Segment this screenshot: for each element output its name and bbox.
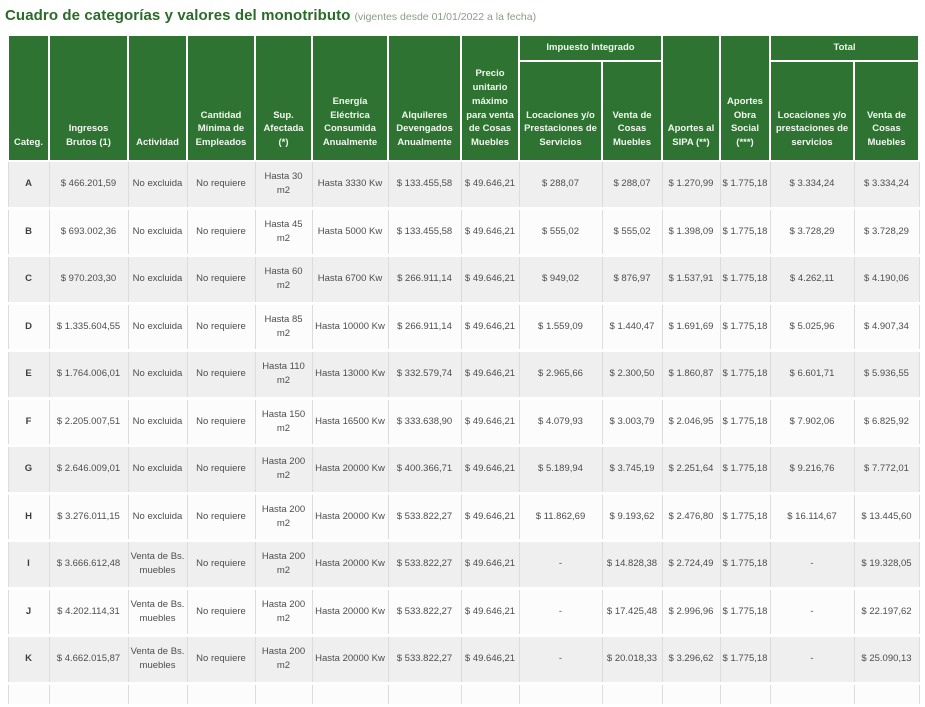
header-aportes-obra-social: Aportes Obra Social (***)	[720, 35, 770, 161]
category-cell: H	[8, 493, 49, 541]
value-cell: -	[519, 636, 602, 684]
value-cell	[49, 683, 128, 705]
value-cell: $ 1.775,18	[720, 256, 770, 304]
value-cell: $ 1.691,69	[662, 303, 720, 351]
value-cell: $ 533.822,27	[388, 493, 461, 541]
value-cell: No requiere	[187, 303, 255, 351]
value-cell: No requiere	[187, 256, 255, 304]
value-cell: Hasta 150 m2	[255, 398, 312, 446]
value-cell: $ 3.276.011,15	[49, 493, 128, 541]
header-ingresos-brutos: Ingresos Brutos (1)	[49, 35, 128, 161]
value-cell: $ 4.202.114,31	[49, 588, 128, 636]
value-cell: $ 49.646,21	[461, 588, 519, 636]
category-cell: A	[8, 161, 49, 208]
value-cell: $ 49.646,21	[461, 303, 519, 351]
value-cell: Hasta 200 m2	[255, 493, 312, 541]
value-cell: $ 3.003,79	[602, 398, 662, 446]
value-cell: $ 2.965,66	[519, 351, 602, 399]
value-cell: $ 2.476,80	[662, 493, 720, 541]
value-cell	[128, 683, 187, 705]
category-cell: B	[8, 208, 49, 256]
value-cell: Hasta 60 m2	[255, 256, 312, 304]
value-cell: No excluida	[128, 256, 187, 304]
value-cell: $ 3.728,29	[854, 208, 919, 256]
value-cell: $ 1.775,18	[720, 161, 770, 208]
table-row	[8, 303, 919, 351]
value-cell: $ 2.300,50	[602, 351, 662, 399]
value-cell: $ 970.203,30	[49, 256, 128, 304]
value-cell: $ 266.911,14	[388, 256, 461, 304]
value-cell: No requiere	[187, 588, 255, 636]
value-cell: Hasta 10000 Kw	[312, 303, 388, 351]
value-cell: $ 49.646,21	[461, 541, 519, 589]
value-cell: $ 3.745,19	[602, 446, 662, 494]
value-cell: $ 1.335.604,55	[49, 303, 128, 351]
value-cell: $ 949,02	[519, 256, 602, 304]
value-cell: $ 693.002,36	[49, 208, 128, 256]
value-cell: No requiere	[187, 446, 255, 494]
value-cell	[8, 683, 49, 705]
value-cell: Hasta 20000 Kw	[312, 541, 388, 589]
category-cell: K	[8, 636, 49, 684]
value-cell: $ 5.936,55	[854, 351, 919, 399]
value-cell: $ 533.822,27	[388, 588, 461, 636]
value-cell: $ 49.646,21	[461, 351, 519, 399]
value-cell: $ 49.646,21	[461, 208, 519, 256]
value-cell: Hasta 200 m2	[255, 541, 312, 589]
table-row	[8, 208, 919, 256]
category-cell: C	[8, 256, 49, 304]
value-cell: $ 9.193,62	[602, 493, 662, 541]
value-cell: $ 3.666.612,48	[49, 541, 128, 589]
value-cell: $ 13.445,60	[854, 493, 919, 541]
table-row	[8, 493, 919, 541]
header-energia-electrica: Energía Eléctrica Consumida Anualmente	[312, 35, 388, 161]
value-cell: -	[770, 636, 854, 684]
value-cell: $ 1.537,91	[662, 256, 720, 304]
value-cell: $ 7.772,01	[854, 446, 919, 494]
value-cell: $ 876,97	[602, 256, 662, 304]
value-cell: $ 4.907,34	[854, 303, 919, 351]
header-superficie-afectada: Sup. Afectada (*)	[255, 35, 312, 161]
value-cell: No excluida	[128, 351, 187, 399]
category-cell: J	[8, 588, 49, 636]
value-cell: $ 133.455,58	[388, 161, 461, 208]
value-cell: Hasta 30 m2	[255, 161, 312, 208]
value-cell: No requiere	[187, 398, 255, 446]
value-cell	[720, 683, 770, 705]
value-cell: $ 1.775,18	[720, 493, 770, 541]
header-precio-unitario-maximo: Precio unitario máximo para venta de Cosas Muebles	[461, 35, 519, 161]
header-total-venta-cosas-muebles: Venta de Cosas Muebles	[854, 61, 919, 161]
table-row	[8, 588, 919, 636]
value-cell: $ 49.646,21	[461, 636, 519, 684]
table-body	[8, 161, 919, 705]
value-cell: $ 14.828,38	[602, 541, 662, 589]
value-cell: Hasta 20000 Kw	[312, 446, 388, 494]
value-cell: Hasta 200 m2	[255, 636, 312, 684]
value-cell: $ 1.775,18	[720, 208, 770, 256]
value-cell: No requiere	[187, 541, 255, 589]
value-cell: $ 17.425,48	[602, 588, 662, 636]
value-cell: $ 555,02	[519, 208, 602, 256]
value-cell: $ 466.201,59	[49, 161, 128, 208]
value-cell	[519, 683, 602, 705]
value-cell	[854, 683, 919, 705]
value-cell: No excluida	[128, 446, 187, 494]
value-cell	[770, 683, 854, 705]
value-cell: $ 16.114,67	[770, 493, 854, 541]
value-cell: -	[519, 588, 602, 636]
value-cell: Hasta 85 m2	[255, 303, 312, 351]
value-cell: $ 3.334,24	[770, 161, 854, 208]
value-cell: No excluida	[128, 493, 187, 541]
value-cell: Hasta 13000 Kw	[312, 351, 388, 399]
value-cell: $ 7.902,06	[770, 398, 854, 446]
value-cell: No requiere	[187, 636, 255, 684]
category-cell: G	[8, 446, 49, 494]
value-cell	[312, 683, 388, 705]
value-cell: $ 5.189,94	[519, 446, 602, 494]
value-cell: Venta de Bs. muebles	[128, 588, 187, 636]
value-cell: $ 49.646,21	[461, 398, 519, 446]
value-cell: $ 266.911,14	[388, 303, 461, 351]
value-cell: Hasta 5000 Kw	[312, 208, 388, 256]
value-cell: No requiere	[187, 351, 255, 399]
header-alquileres-devengados: Alquileres Devengados Anualmente	[388, 35, 461, 161]
value-cell: $ 19.328,05	[854, 541, 919, 589]
value-cell: Hasta 20000 Kw	[312, 493, 388, 541]
value-cell: $ 49.646,21	[461, 446, 519, 494]
value-cell: $ 11.862,69	[519, 493, 602, 541]
value-cell: $ 49.646,21	[461, 256, 519, 304]
value-cell	[388, 683, 461, 705]
value-cell: $ 5.025,96	[770, 303, 854, 351]
value-cell: $ 4.662.015,87	[49, 636, 128, 684]
page-title: Cuadro de categorías y valores del monotributo	[5, 7, 351, 24]
value-cell: $ 6.601,71	[770, 351, 854, 399]
value-cell: $ 133.455,58	[388, 208, 461, 256]
table-header	[8, 35, 919, 161]
monotributo-table	[7, 34, 920, 707]
value-cell: $ 288,07	[602, 161, 662, 208]
title-line	[5, 7, 918, 25]
value-cell: $ 332.579,74	[388, 351, 461, 399]
table-row	[8, 636, 919, 684]
value-cell: $ 1.775,18	[720, 351, 770, 399]
value-cell: $ 3.296,62	[662, 636, 720, 684]
header-cantidad-minima-empleados: Cantidad Mínima de Empleados	[187, 35, 255, 161]
value-cell: $ 4.079,93	[519, 398, 602, 446]
value-cell: $ 20.018,33	[602, 636, 662, 684]
value-cell: $ 3.728,29	[770, 208, 854, 256]
value-cell: Hasta 200 m2	[255, 588, 312, 636]
category-cell: I	[8, 541, 49, 589]
value-cell: $ 2.646.009,01	[49, 446, 128, 494]
value-cell: No excluida	[128, 208, 187, 256]
table-row	[8, 256, 919, 304]
value-cell: -	[770, 588, 854, 636]
category-cell: E	[8, 351, 49, 399]
table-row	[8, 161, 919, 208]
value-cell: $ 25.090,13	[854, 636, 919, 684]
value-cell: $ 2.724,49	[662, 541, 720, 589]
value-cell: $ 1.775,18	[720, 303, 770, 351]
header-group-impuesto-integrado: Impuesto Integrado	[519, 35, 662, 61]
value-cell: No excluida	[128, 398, 187, 446]
header-aportes-sipa: Aportes al SIPA (**)	[662, 35, 720, 161]
value-cell: Hasta 110 m2	[255, 351, 312, 399]
value-cell: $ 1.775,18	[720, 636, 770, 684]
header-total-locaciones: Locaciones y/o prestaciones de servicios	[770, 61, 854, 161]
value-cell: Hasta 16500 Kw	[312, 398, 388, 446]
value-cell: No excluida	[128, 303, 187, 351]
value-cell: $ 1.775,18	[720, 541, 770, 589]
value-cell: No requiere	[187, 161, 255, 208]
value-cell: Venta de Bs. muebles	[128, 636, 187, 684]
value-cell: $ 1.398,09	[662, 208, 720, 256]
table-row	[8, 446, 919, 494]
value-cell: No requiere	[187, 208, 255, 256]
value-cell: Venta de Bs. muebles	[128, 541, 187, 589]
value-cell: $ 9.216,76	[770, 446, 854, 494]
value-cell: $ 400.366,71	[388, 446, 461, 494]
header-impuesto-locaciones: Locaciones y/o Prestaciones de Servicios	[519, 61, 602, 161]
value-cell	[461, 683, 519, 705]
value-cell: Hasta 45 m2	[255, 208, 312, 256]
table-row-clipped	[8, 683, 919, 705]
value-cell: Hasta 3330 Kw	[312, 161, 388, 208]
value-cell	[255, 683, 312, 705]
value-cell: $ 1.559,09	[519, 303, 602, 351]
table-row	[8, 398, 919, 446]
table-row	[8, 351, 919, 399]
value-cell: $ 3.334,24	[854, 161, 919, 208]
value-cell: Hasta 20000 Kw	[312, 636, 388, 684]
value-cell: $ 1.440,47	[602, 303, 662, 351]
value-cell: $ 1.764.006,01	[49, 351, 128, 399]
value-cell: $ 4.262,11	[770, 256, 854, 304]
value-cell: $ 1.775,18	[720, 588, 770, 636]
value-cell: $ 2.046,95	[662, 398, 720, 446]
value-cell: $ 533.822,27	[388, 541, 461, 589]
value-cell: $ 533.822,27	[388, 636, 461, 684]
table-row	[8, 541, 919, 589]
value-cell: No requiere	[187, 493, 255, 541]
value-cell: $ 49.646,21	[461, 493, 519, 541]
value-cell: $ 1.860,87	[662, 351, 720, 399]
value-cell: -	[519, 541, 602, 589]
value-cell: $ 555,02	[602, 208, 662, 256]
value-cell: No excluida	[128, 161, 187, 208]
header-categ: Categ.	[8, 35, 49, 161]
value-cell: $ 22.197,62	[854, 588, 919, 636]
header-actividad: Actividad	[128, 35, 187, 161]
header-impuesto-venta-cosas-muebles: Venta de Cosas Muebles	[602, 61, 662, 161]
value-cell: $ 1.270,99	[662, 161, 720, 208]
value-cell: $ 288,07	[519, 161, 602, 208]
category-cell: D	[8, 303, 49, 351]
category-cell: F	[8, 398, 49, 446]
value-cell: $ 1.775,18	[720, 398, 770, 446]
value-cell: $ 1.775,18	[720, 446, 770, 494]
header-group-total: Total	[770, 35, 919, 61]
value-cell: $ 4.190,06	[854, 256, 919, 304]
value-cell: $ 6.825,92	[854, 398, 919, 446]
value-cell: -	[770, 541, 854, 589]
value-cell: Hasta 20000 Kw	[312, 588, 388, 636]
value-cell: $ 2.205.007,51	[49, 398, 128, 446]
value-cell	[187, 683, 255, 705]
value-cell: Hasta 200 m2	[255, 446, 312, 494]
value-cell: Hasta 6700 Kw	[312, 256, 388, 304]
value-cell: $ 2.996,96	[662, 588, 720, 636]
value-cell: $ 49.646,21	[461, 161, 519, 208]
value-cell: $ 2.251,64	[662, 446, 720, 494]
value-cell: $ 333.638,90	[388, 398, 461, 446]
value-cell	[602, 683, 662, 705]
title-note: (vigentes desde 01/01/2022 a la fecha)	[354, 11, 537, 23]
value-cell	[662, 683, 720, 705]
